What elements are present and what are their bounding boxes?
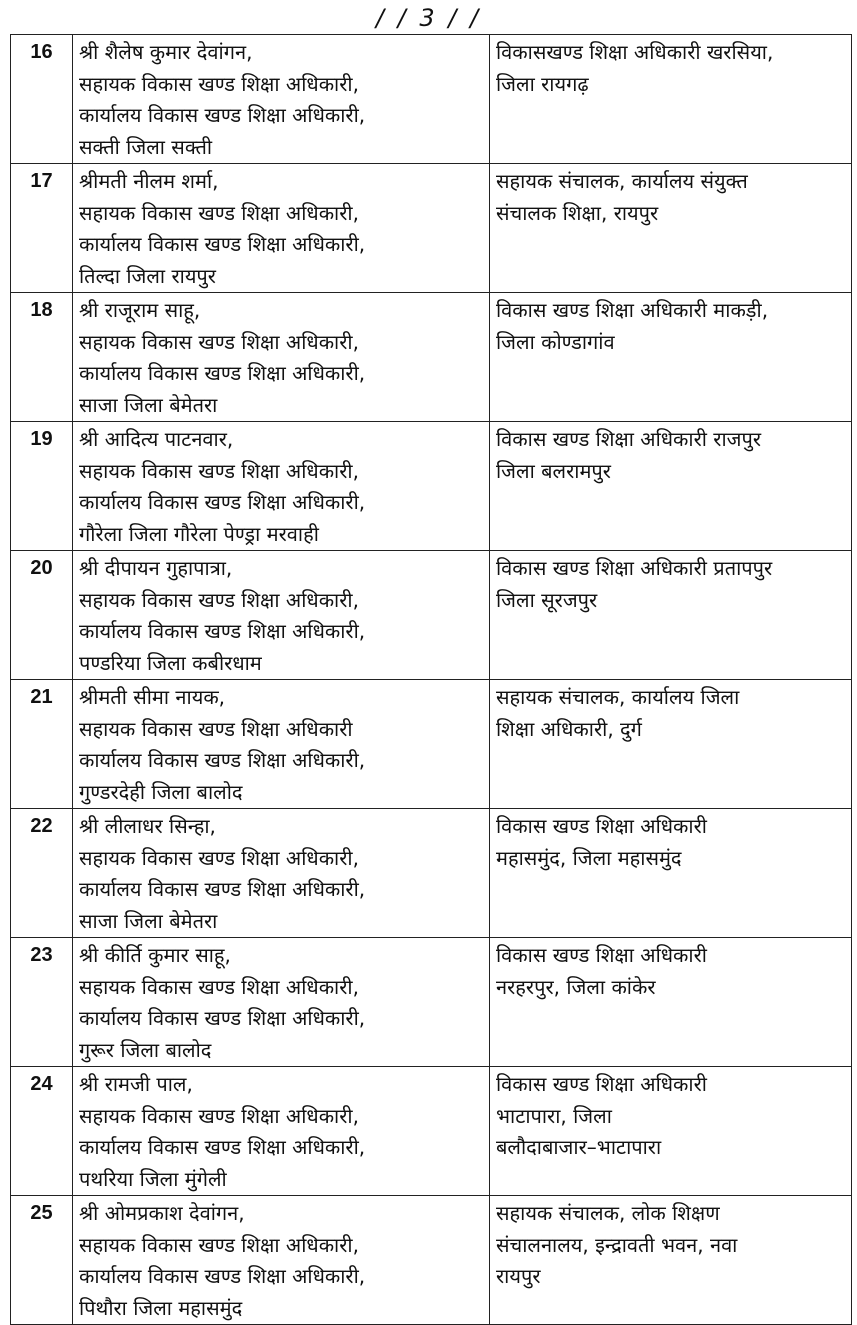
table-row [11, 551, 852, 680]
officer-detail-line: कार्यालय विकास खण्ड शिक्षा अधिकारी, [79, 1135, 366, 1159]
serial-number-cell: 19 [11, 422, 73, 551]
officer-detail-line: साजा जिला बेमेतरा [79, 392, 218, 417]
officer-detail-line: तिल्दा जिला रायपुर [79, 263, 216, 288]
officer-detail-line: कार्यालय विकास खण्ड शिक्षा अधिकारी, [79, 232, 366, 256]
officer-detail-line: सहायक विकास खण्ड शिक्षा अधिकारी [79, 716, 353, 741]
table-body [11, 35, 852, 1325]
officer-details-cell [73, 164, 490, 293]
serial-number-cell: 18 [11, 293, 73, 422]
officer-detail-line: कार्यालय विकास खण्ड शिक्षा अधिकारी, [79, 877, 366, 901]
officer-detail-line: कार्यालय विकास खण्ड शिक्षा अधिकारी, [79, 490, 366, 514]
posting-line: विकास खण्ड शिक्षा अधिकारी राजपुर [496, 427, 762, 451]
officer-detail-line: कार्यालय विकास खण्ड शिक्षा अधिकारी, [79, 619, 366, 643]
serial-number-cell: 25 [11, 1196, 73, 1325]
officer-detail-line: सहायक विकास खण्ड शिक्षा अधिकारी, [79, 329, 359, 354]
serial-number-cell: 17 [11, 164, 73, 293]
serial-number-cell: 23 [11, 938, 73, 1067]
officer-detail-line: पण्डरिया जिला कबीरधाम [79, 650, 262, 675]
new-posting-cell [490, 293, 852, 422]
officer-detail-line: कार्यालय विकास खण्ड शिक्षा अधिकारी, [79, 748, 366, 772]
posting-line: संचालनालय, इन्द्रावती भवन, नवा [496, 1232, 738, 1257]
officer-details-cell [73, 1067, 490, 1196]
officer-details-cell [73, 551, 490, 680]
officer-detail-line: गुण्डरदेही जिला बालोद [79, 779, 243, 804]
serial-number-cell: 16 [11, 35, 73, 164]
table-row [11, 680, 852, 809]
posting-line: नरहरपुर, जिला कांकेर [496, 974, 656, 999]
officer-detail-line: सहायक विकास खण्ड शिक्षा अधिकारी, [79, 1232, 359, 1257]
officer-detail-line: श्री ओमप्रकाश देवांगन, [79, 1201, 245, 1225]
new-posting-cell [490, 35, 852, 164]
posting-line: जिला सूरजपुर [496, 587, 598, 612]
officer-detail-line: श्री रामजी पाल, [79, 1072, 193, 1096]
new-posting-cell [490, 1196, 852, 1325]
officer-details-cell [73, 293, 490, 422]
serial-number-cell: 21 [11, 680, 73, 809]
officer-detail-line: कार्यालय विकास खण्ड शिक्षा अधिकारी, [79, 361, 366, 385]
officer-detail-line: श्री दीपायन गुहापात्रा, [79, 556, 233, 580]
transfer-table [10, 34, 852, 1325]
officer-detail-line: सहायक विकास खण्ड शिक्षा अधिकारी, [79, 587, 359, 612]
officer-detail-line: श्रीमती सीमा नायक, [79, 685, 226, 709]
new-posting-cell [490, 680, 852, 809]
table-row [11, 422, 852, 551]
posting-line: विकास खण्ड शिक्षा अधिकारी [496, 814, 707, 838]
officer-detail-line: कार्यालय विकास खण्ड शिक्षा अधिकारी, [79, 1264, 366, 1288]
posting-line: जिला कोण्डागांव [496, 329, 615, 354]
table-row [11, 938, 852, 1067]
officer-details-cell [73, 938, 490, 1067]
posting-line: भाटापारा, जिला [496, 1103, 612, 1128]
officer-details-cell [73, 422, 490, 551]
new-posting-cell [490, 809, 852, 938]
officer-detail-line: सहायक विकास खण्ड शिक्षा अधिकारी, [79, 1103, 359, 1128]
posting-line: महासमुंद, जिला महासमुंद [496, 845, 682, 870]
officer-detail-line: कार्यालय विकास खण्ड शिक्षा अधिकारी, [79, 1006, 366, 1030]
new-posting-cell [490, 551, 852, 680]
officer-detail-line: सक्ती जिला सक्ती [79, 134, 213, 159]
officer-detail-line: श्रीमती नीलम शर्मा, [79, 169, 219, 193]
officer-detail-line: सहायक विकास खण्ड शिक्षा अधिकारी, [79, 458, 359, 483]
posting-line: विकास खण्ड शिक्षा अधिकारी प्रतापपुर [496, 556, 773, 580]
officer-detail-line: गुरूर जिला बालोद [79, 1037, 212, 1062]
officer-detail-line: श्री कीर्ति कुमार साहू, [79, 943, 231, 967]
serial-number-cell: 20 [11, 551, 73, 680]
new-posting-cell [490, 422, 852, 551]
officer-detail-line: श्री राजूराम साहू, [79, 298, 201, 322]
serial-number-cell: 24 [11, 1067, 73, 1196]
new-posting-cell [490, 938, 852, 1067]
posting-line: सहायक संचालक, लोक शिक्षण [496, 1201, 720, 1225]
new-posting-cell [490, 1067, 852, 1196]
table-row [11, 1067, 852, 1196]
posting-line: विकास खण्ड शिक्षा अधिकारी [496, 943, 707, 967]
officer-detail-line: पिथौरा जिला महासमुंद [79, 1295, 243, 1320]
posting-line: बलौदाबाजार–भाटापारा [496, 1135, 662, 1159]
officer-details-cell [73, 35, 490, 164]
posting-line: संचालक शिक्षा, रायपुर [496, 200, 659, 225]
officer-detail-line: सहायक विकास खण्ड शिक्षा अधिकारी, [79, 845, 359, 870]
posting-line: विकास खण्ड शिक्षा अधिकारी [496, 1072, 707, 1096]
posting-line: शिक्षा अधिकारी, दुर्ग [496, 716, 642, 741]
page-number: / / 3 / / [375, 4, 482, 32]
officer-detail-line: कार्यालय विकास खण्ड शिक्षा अधिकारी, [79, 103, 366, 127]
officer-detail-line: सहायक विकास खण्ड शिक्षा अधिकारी, [79, 974, 359, 999]
serial-number-cell: 22 [11, 809, 73, 938]
table-row [11, 293, 852, 422]
officer-details-cell [73, 809, 490, 938]
officer-detail-line: श्री शैलेष कुमार देवांगन, [79, 40, 253, 64]
posting-line: सहायक संचालक, कार्यालय जिला [496, 685, 740, 709]
officer-detail-line: श्री आदित्य पाटनवार, [79, 427, 234, 451]
officer-details-cell [73, 680, 490, 809]
officer-details-cell [73, 1196, 490, 1325]
table-row [11, 809, 852, 938]
officer-detail-line: श्री लीलाधर सिन्हा, [79, 814, 216, 838]
officer-detail-line: सहायक विकास खण्ड शिक्षा अधिकारी, [79, 200, 359, 225]
posting-line: सहायक संचालक, कार्यालय संयुक्त [496, 169, 748, 193]
posting-line: जिला रायगढ़ [496, 71, 589, 96]
officer-detail-line: पथरिया जिला मुंगेली [79, 1166, 227, 1191]
posting-line: विकासखण्ड शिक्षा अधिकारी खरसिया, [496, 40, 774, 64]
officer-detail-line: गौरेला जिला गौरेला पेण्ड्रा मरवाही [79, 521, 319, 546]
posting-line: जिला बलरामपुर [496, 458, 611, 483]
table-row [11, 35, 852, 164]
new-posting-cell [490, 164, 852, 293]
posting-line: विकास खण्ड शिक्षा अधिकारी माकड़ी, [496, 298, 769, 322]
officer-detail-line: सहायक विकास खण्ड शिक्षा अधिकारी, [79, 71, 359, 96]
table-row [11, 1196, 852, 1325]
officer-detail-line: साजा जिला बेमेतरा [79, 908, 218, 933]
table-row [11, 164, 852, 293]
posting-line: रायपुर [496, 1264, 541, 1288]
